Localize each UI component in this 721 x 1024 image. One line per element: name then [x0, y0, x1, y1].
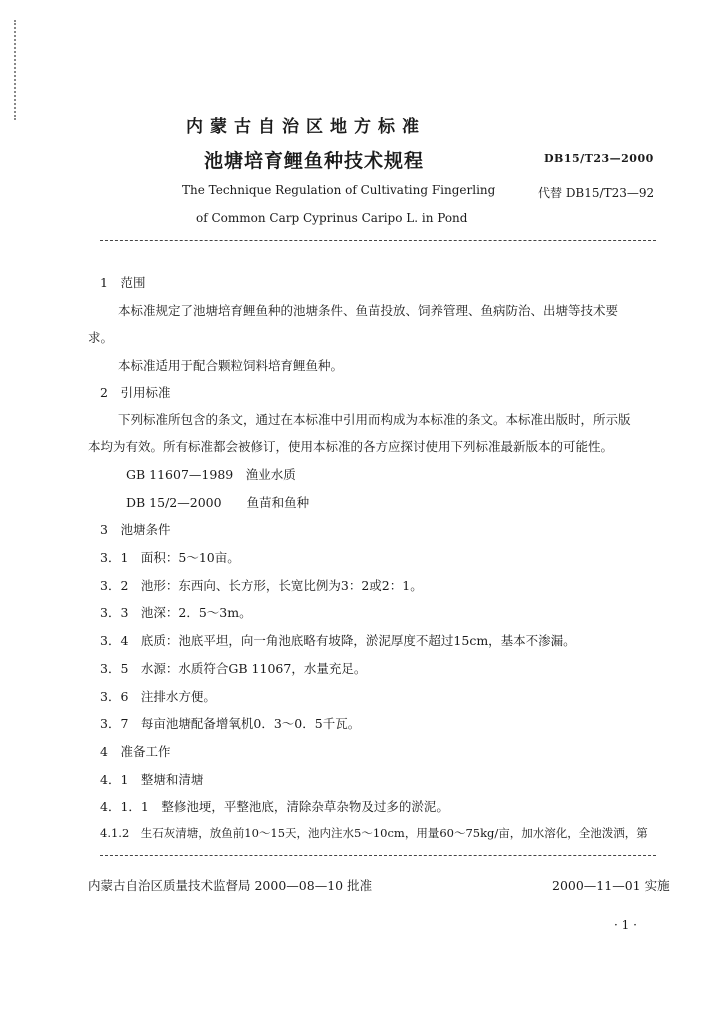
- implementation-date: 2000—11—01 实施: [552, 878, 670, 893]
- standard-code: DB15/T23—2000: [544, 152, 654, 165]
- reference-standard-1: GB 11607—1989 渔业水质: [126, 467, 296, 482]
- replaces-code: 代替 DB15/T23—92: [538, 186, 655, 200]
- section-1-paragraph-1-line-2: 求。: [88, 330, 114, 345]
- clause-3-2: 3．2 池形：东西向、长方形，长宽比例为3：2或2：1。: [100, 578, 423, 593]
- issuing-organization: 内蒙古自治区地方标准: [186, 117, 426, 137]
- english-title-line-1: The Technique Regulation of Cultivating Fingerling: [182, 183, 496, 197]
- header-divider: [100, 240, 656, 241]
- english-title-line-2: of Common Carp Cyprinus Caripo L. in Pond: [196, 211, 468, 225]
- section-3-heading: 3 池塘条件: [100, 522, 171, 537]
- section-2-paragraph-line-2: 本均为有效。所有标准都会被修订，使用本标准的各方应探讨使用下列标准最新版本的可能性。: [88, 439, 614, 454]
- binding-margin-dots: [14, 20, 18, 120]
- section-2-paragraph-line-1: 下列标准所包含的条文，通过在本标准中引用而构成为本标准的条文。本标准出版时，所示版: [118, 412, 631, 427]
- clause-3-6: 3．6 注排水方便。: [100, 689, 216, 704]
- document-title: 池塘培育鲤鱼种技术规程: [204, 150, 425, 172]
- clause-3-3: 3．3 池深：2．5～3m。: [100, 605, 252, 620]
- clause-4-1: 4．1 整塘和清塘: [100, 772, 204, 787]
- clause-3-1: 3．1 面积：5～10亩。: [100, 550, 240, 565]
- section-1-paragraph-1-line-1: 本标准规定了池塘培育鲤鱼种的池塘条件、鱼苗投放、饲养管理、鱼病防治、出塘等技术要: [118, 303, 619, 318]
- clause-4-1-2: 4.1.2 生石灰清塘，放鱼前10～15天，池内注水5～10cm，用量60～75kg/亩，加水溶化，全池泼洒，第: [100, 826, 648, 840]
- clause-3-5: 3．5 水源：水质符合GB 11067，水量充足。: [100, 661, 367, 676]
- section-2-heading: 2 引用标准: [100, 385, 171, 400]
- clause-3-7: 3．7 每亩池塘配备增氧机0．3～0．5千瓦。: [100, 716, 361, 731]
- approval-statement: 内蒙古自治区质量技术监督局 2000—08—10 批准: [88, 878, 373, 893]
- clause-3-4: 3．4 底质：池底平坦，向一角池底略有坡降，淤泥厚度不超过15cm，基本不渗漏。: [100, 633, 576, 648]
- reference-standard-2: DB 15/2—2000 鱼苗和鱼种: [126, 495, 310, 510]
- section-4-heading: 4 准备工作: [100, 744, 171, 759]
- clause-4-1-1: 4．1．1 整修池埂，平整池底，清除杂草杂物及过多的淤泥。: [100, 799, 449, 814]
- section-1-paragraph-2: 本标准适用于配合颗粒饲料培育鲤鱼种。: [118, 358, 344, 373]
- section-1-heading: 1 范围: [100, 275, 146, 290]
- footer-divider: [100, 855, 656, 856]
- page-number: · 1 ·: [614, 918, 637, 932]
